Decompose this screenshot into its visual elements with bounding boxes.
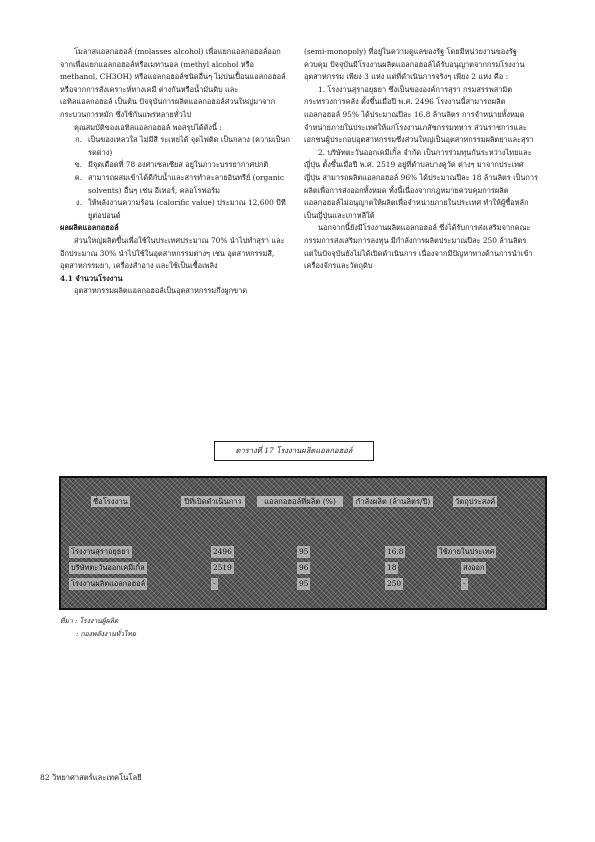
table-cell: ส่งออก (463, 563, 485, 572)
table-cell: 2496 (213, 547, 232, 556)
table-cell: 96 (299, 563, 309, 572)
table-row (61, 578, 545, 591)
table-cell: 18 (387, 563, 397, 572)
list-item (60, 134, 290, 159)
table-caption: ตารางที่ 17 โรงงานผลิตแอลกอฮอล์ (214, 441, 374, 461)
properties-intro: คุณสมบัติของเอทิลแอลกอฮอล์ พอสรุปได้ดังนี้ : (74, 122, 222, 132)
other-factory-paragraph: นอกจากนี้ยังมีโรงงานผลิตแอลกอฮอล์ ซึ่งได้รับการส่งเสริมจากคณะกรรมการส่งเสริมการลงทุน มีกำลังการผลิตประมาณปีละ 250 ล้านลิตร แต่ในปัจจุบันยังไม่ได้เปิดดำเนินการ เนื่องจากมีปัญหาทางด้านการนำเข้าเครื่องจักรและวัตถุดิบ (304, 223, 533, 271)
table-cell: ใช้ภายในประเทศ (439, 547, 495, 556)
table-header-row (61, 478, 545, 538)
table-header-cell: แอลกอฮอล์ที่ผลิต (%) (257, 496, 343, 507)
list-item-number: ก. (75, 135, 82, 145)
factory-table (59, 476, 547, 610)
table-source-note: : กองพลังงานทั่วไทย (76, 630, 136, 638)
table-cell: โรงงานสุราอยุธยา (71, 547, 130, 556)
right-column (304, 46, 538, 273)
table-cell: 250 (387, 579, 402, 588)
intro-paragraph: โมลาสแอลกอฮอล์ (molasses alcohol) เพื่อแยกแอลกอฮอล์ออกจากเพื่อแยกแอลกอฮอล์หรือเมทานอล (methyl alcohol หรือ methanol, CH3OH) หรือแอลกอฮอล์ชนิดอื่นๆ ไม่ปนเปื้อนแอลกอฮอล์ หรือจากการสังเคราะห์ทางเคมี ต่างกันหรือน้ำมันดิบ และเอทิลแอลกอฮอล์ เป็นต้น ปัจจุบันการผลิตแอลกอฮอล์ส่วนใหญ่มาจากกระบวนการหมัก ซึ่งใช้กันแพร่หลายทั่วไป (60, 47, 286, 119)
list-item-text: มีจุดเดือดที่ 78 องศาเซลเซียส อยู่ในภาวะบรรยากาศปกติ (88, 160, 269, 170)
table-header-cell: กำลังผลิต (ล้านลิตร/ปี) (353, 496, 433, 507)
table-cell: 95 (299, 579, 309, 588)
table-header-cell: ปีที่เปิดดำเนินการ (181, 496, 245, 507)
section-heading: 4.1 จำนวนโรงงาน (60, 273, 123, 283)
table-cell: - (463, 579, 466, 588)
list-item-number: ค. (74, 172, 82, 182)
list-item-number: ง. (76, 198, 82, 208)
table-header-cell: ชื่อโรงงาน (93, 497, 128, 506)
table-row (61, 562, 545, 575)
table-header-cell: วัตถุประสงค์ (455, 497, 496, 506)
list-item-text: สามารถผสมเข้าได้ดีกับน้ำและสารทำละลายอินทรีย์ (organic solvents) อื่นๆ เช่น อีเทอร์, คลอโรฟอร์ม (88, 172, 284, 195)
monopoly-paragraph: (semi-monopoly) ที่อยู่ในความดูแลของรัฐ โดยมีหน่วยงานของรัฐควบคุม ปัจจุบันมีโรงงานผลิตแอลกอฮอล์ได้รับอนุญาตจากกรมโรงงานอุตสาหกรรม เพียง 3 แห่ง แต่ที่ดำเนินการจริงๆ เพียง 2 แห่ง คือ : (304, 47, 525, 82)
list-item (60, 172, 290, 197)
table-cell: 16.8 (387, 547, 404, 556)
list-item-number: ข. (74, 160, 82, 170)
table-row (61, 546, 545, 559)
list-item-text: ให้พลังงานความร้อน (calorific value) ประมาณ 12,600 บีทียูต่อปอนด์ (88, 198, 286, 220)
table-source-note: ที่มา : โรงงานผู้ผลิต (60, 617, 119, 625)
list-item (60, 197, 290, 222)
factory-2-paragraph: 2. บริษัทตะวันออกเคมีเกิ้ล จำกัด เป็นการร่วมทุนกันระหว่างไทยและญี่ปุ่น ตั้งขึ้นเมื่อปี พ.ศ. 2519 อยู่ที่ตำบลบางคูวัด ต่างๆ มาจากประเทศญี่ปุ่น สามารถผลิตแอลกอฮอล์ 96% ได้ประมาณปีละ 18 ล้านลิตร เป็นการผลิตเพื่อการส่งออกทั้งหมด ทั้งนี้เนื่องจากกฎหมายควบคุมการผลิตแอลกอฮอล์ไม่อนุญาตให้ผลิตเพื่อจำหน่ายภายในประเทศ ทำให้ผู้ซื้อหลักเป็นญี่ปุ่นและเกาหลีใต้ (304, 147, 538, 220)
factory-paragraph: อุตสาหกรรมผลิตแอลกอฮอล์เป็นอุตสาหกรรมกึ่งผูกขาด (74, 286, 248, 296)
left-column (60, 46, 290, 298)
table-cell: โรงงานผลิตแอลกอฮอล์ (71, 579, 146, 588)
table-cell: 2519 (213, 563, 232, 572)
page-footer: 82 วิทยาศาสตร์และเทคโนโลยี (40, 773, 142, 782)
table-cell: 95 (299, 547, 309, 556)
output-paragraph: ส่วนใหญ่ผลิตขึ้นเพื่อใช้ในประเทศประมาณ 70% นำไปทำสุรา และอีกประมาณ 30% นำไปใช้ในอุตสาหกรรมต่างๆ เช่น อุตสาหกรรมสี, อุตสาหกรรมยา, เครื่องสำอาง และใช้เป็นเชื้อเพลิง (60, 235, 285, 271)
list-item (60, 159, 290, 172)
table-cell: - (213, 579, 216, 588)
factory-1-paragraph: 1. โรงงานสุราอยุธยา ซึ่งเป็นขององค์การสุรา กรมสรรพสามิต กระทรวงการคลัง ตั้งขึ้นเมื่อปี พ.ศ. 2496 โรงงานนี้สามารถผลิตแอลกอฮอล์ 95% ได้ประมาณปีละ 16.8 ล้านลิตร การจำหน่ายทั้งหมดจำหน่ายภายในประเทศให้แก่โรงงานเภสัชกรรมทหาร ส่วนราชการและเอกชนผู้ประกอบอุตสาหกรรมซึ่งส่วนใหญ่เป็นอุตสาหกรรมผลิตยาและสุรา (304, 84, 534, 145)
table-cell: บริษัทตะวันออกเคมีเกิ้ล (71, 563, 145, 572)
list-item-text: เป็นของเหลวใส ไม่มีสี ระเหยได้ จุดไฟติด เป็นกลาง (ความเป็นกรดด่าง) (88, 135, 290, 157)
section-heading: ผลผลิตแอลกอฮอล์ (60, 223, 119, 233)
